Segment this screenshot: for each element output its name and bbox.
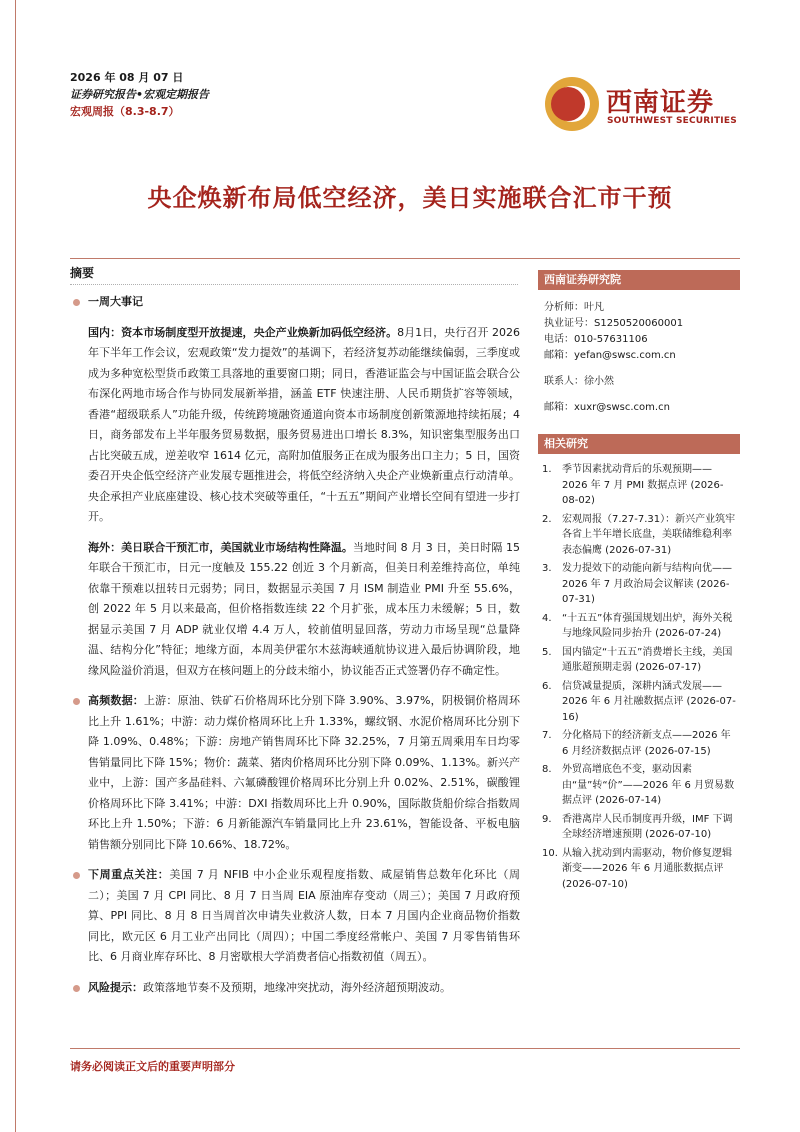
report-date: 2026 年 08 月 07 日	[70, 71, 184, 84]
summary-body	[70, 292, 520, 1008]
contact-email-row	[544, 400, 740, 416]
related-research-list	[538, 462, 740, 892]
domestic-lead: 国内：资本市场制度型开放提速，央企产业焕新加码低空经济。	[88, 325, 398, 339]
related-research-item[interactable]	[538, 512, 740, 559]
related-research-item[interactable]	[538, 762, 740, 809]
hf-lead: 高频数据：	[88, 694, 144, 707]
license-label: 执业证号：	[544, 318, 594, 329]
related-research-number: 7.	[542, 730, 552, 741]
report-title: 央企焕新布局低空经济，美日实施联合汇市干预	[147, 183, 673, 212]
email-row	[544, 348, 740, 364]
overseas-paragraph	[70, 538, 520, 682]
related-research-number: 2.	[542, 513, 552, 525]
related-research-number: 3.	[542, 563, 552, 574]
related-research-title: 香港离岸人民币制度再升级，IMF 下调全球经济增速预期 (2026-07-10)	[562, 813, 733, 840]
section-weekly-events	[70, 292, 520, 313]
email-link[interactable]: yefan@swsc.com.cn	[574, 350, 676, 361]
related-research-item[interactable]	[538, 846, 740, 893]
domestic-text: 8月1日，央行召开 2026 年下半年工作会议，宏观政策“发力提效”的基调下，若经济复苏动能继续偏弱，三季度或成为多种宽松型货币政策工具落地的重要窗口期；同日，香港证监会与中国证监会联合公布深化两地市场合作与协同发展新举措，涵盖 ETF 快速注册、人民币期货扩容等领域，香港“超级联系人”功能升级，传统跨境融资通道向资本市场制度创新策源地持续拓展；4 日，商务部发布上半年服务贸易数据，服务贸易进出口增长 8.3%，知识密集型服务出口占比突破五成，逆差收窄 1614 亿元，高附加值服务正在成为服务出口主力；5 日，国资委召开央企低空经济产业发展专题推进会，将低空经济纳入央企产业焕新重点行动清单。央企承担产业底座建设、核心技术突破等重任，“十五五”期间产业增长空间有望进一步打开。	[88, 325, 520, 523]
related-research-item[interactable]	[538, 462, 740, 509]
related-research-item[interactable]	[538, 611, 740, 642]
contact-row	[544, 374, 740, 390]
next-text: 美国 7 月 NFIB 中小企业乐观程度指数、咸屋销售总数年化环比（周二）；美国 7 月 CPI 同比、8 月 7 日当周 EIA 原油库存变动（周三）；美国 7 月政府预算、PPI 同比、8 月 8 日当周首次申请失业救济人数，日本 7 月国内企业商品物价指数同比，欧元区 6 月工业产出同比（周四）；中国二季度经常帐户、美国 7 月零售销售环比、6 月商业库存环比、8 月密歇根大学消费者信心指数初值（周五）。	[88, 868, 520, 963]
left-margin-rule	[15, 0, 16, 1132]
phone-label: 电话：	[544, 334, 574, 345]
phone-number: 010-57631106	[574, 334, 648, 345]
related-research-number: 10.	[542, 847, 558, 859]
related-research-item[interactable]	[538, 812, 740, 843]
related-research-number: 4.	[542, 612, 552, 624]
related-research-title: 发力提效下的动能向新与结构向优——2026 年 7 月政治局会议解读 (2026-07-31)	[562, 563, 732, 605]
risk-paragraph	[70, 978, 520, 999]
related-research-item[interactable]	[538, 679, 740, 726]
related-research-number: 5.	[542, 646, 552, 658]
domestic-paragraph	[70, 323, 520, 528]
contact-name: 徐小然	[584, 376, 614, 387]
related-research-title: 信贷减量提质，深耕内涵式发展——2026 年 6 月社融数据点评 (2026-07-16)	[562, 680, 736, 723]
related-research-number: 9.	[542, 813, 552, 825]
related-research-title: 国内锚定“十五五”消费增长主线，美国通胀超预期走弱 (2026-07-17)	[562, 646, 733, 673]
high-frequency-paragraph	[70, 691, 520, 855]
risk-text: 政策落地节奏不及预期，地缘冲突扰动，海外经济超预期波动。	[143, 980, 451, 994]
related-research-number: 1.	[542, 464, 552, 475]
footer-notice: 请务必阅读正文后的重要声明部分	[70, 1060, 235, 1073]
next-lead: 下周重点关注：	[88, 868, 170, 881]
logo-circle-icon	[544, 76, 600, 132]
related-research-title: 分化格局下的经济新支点——2026 年 6 月经济数据点评 (2026-07-15)	[562, 730, 731, 757]
sidebar	[538, 270, 740, 895]
institute-heading: 西南证券研究院	[538, 270, 740, 290]
summary-divider	[70, 284, 518, 285]
related-research-number: 8.	[542, 764, 552, 775]
logo-name-en: SOUTHWEST SECURITIES	[607, 116, 737, 126]
related-research-item[interactable]	[538, 561, 740, 608]
logo-name-cn: 西南证券	[606, 88, 715, 118]
overseas-text: 当地时间 8 月 3 日，美日时隔 15 年联合干预汇市，日元一度触及 155.22 创近 3 个月新高，但美日利差维持高位，单纯依靠干预难以扭转日元弱势；同日，数据显示美国 7 月 ISM 制造业 PMI 升至 55.6%，创 2022 年 5 月以来最高，但价格指数连续 22 个月扩张，成本压力未缓解；5 日，数据显示美国 7 月 ADP 就业仅增 4.4 万人，较前值明显回落，劳动力市场呈现“总量降温、结构分化”特征；地缘方面，本周美伊霍尔木兹海峡通航协议进入最后协调阶段，地缘风险溢价消退，但双方在核问题上的分歧未缩小，协议能否正式签署仍存不确定性。	[88, 540, 521, 677]
company-logo	[544, 76, 744, 132]
summary-heading: 摘要	[70, 266, 95, 280]
license-number: S1250520060001	[594, 318, 684, 329]
license-row	[544, 316, 740, 332]
phone-row	[544, 332, 740, 348]
related-research-number: 6.	[542, 680, 552, 692]
section-weekly-events-title: 一周大事记	[88, 295, 143, 308]
related-research-heading: 相关研究	[538, 434, 740, 454]
related-research-item[interactable]	[538, 728, 740, 759]
risk-lead: 风险提示：	[88, 980, 143, 994]
title-divider	[70, 258, 740, 259]
contact-email-link[interactable]: xuxr@swsc.com.cn	[574, 402, 670, 413]
footer-divider	[70, 1048, 740, 1049]
analyst-label: 分析师：	[544, 302, 584, 313]
overseas-lead: 海外：美日联合干预汇市，美国就业市场结构性降温。	[88, 540, 353, 554]
contact-email-label: 邮箱：	[544, 402, 574, 413]
related-research-title: 外贸高增底色不变，驱动因素由“量”转“价”——2026 年 6 月贸易数据点评 (2026-07-14)	[562, 764, 735, 806]
report-series: 宏观周报（8.3-8.7）	[70, 105, 180, 118]
hf-text: 上游：原油、铁矿石价格周环比分别下降 3.90%、3.97%，阴极铜价格周环比上升 1.61%；中游：动力煤价格周环比上升 1.33%，螺纹钢、水泥价格周环比分别下降 1.09%、0.48%；下游：房地产销售周环比下降 32.25%，7 月第五周乘用车日均零售销量同比下降 15%；物价：蔬菜、猪肉价格周环比分别下降 0.09%、1.13%。新兴产业中，上游：国产多晶硅料、六氟磷酸锂价格周环比分别上升 0.02%、2.51%，碳酸锂价格周环比下降 3.41%；中游：DXI 指数周环比上升 0.90%，国际散货船价综合指数周环比上升 1.50%；下游：6 月新能源汽车销量同比上升 23.61%，智能设备、平板电脑销售额分别同比下降 10.66%、18.72%。	[88, 694, 521, 851]
email-label: 邮箱：	[544, 350, 574, 361]
related-research-title: 宏观周报（7.27-7.31）：新兴产业筑牢各省上半年增长底盘，美联储维稳利率表态偏鹰 (2026-07-31)	[562, 513, 736, 556]
analyst-info	[538, 300, 740, 416]
report-header	[70, 69, 209, 120]
related-research-title: “十五五”体育强国规划出炉，海外关税与地缘风险同步抬升 (2026-07-24)	[562, 612, 733, 639]
analyst-name: 叶凡	[584, 302, 604, 313]
report-category: 证券研究报告•宏观定期报告	[70, 88, 210, 101]
related-research-item[interactable]	[538, 645, 740, 676]
related-research-title: 从输入扰动到内需驱动，物价修复逻辑渐变——2026 年 6 月通胀数据点评 (2026-07-10)	[562, 847, 732, 890]
contact-label: 联系人：	[544, 376, 584, 387]
next-week-paragraph	[70, 865, 520, 968]
analyst-row	[544, 300, 740, 316]
related-research-title: 季节因素扰动背后的乐观预期——2026 年 7 月 PMI 数据点评 (2026-08-02)	[562, 464, 724, 506]
